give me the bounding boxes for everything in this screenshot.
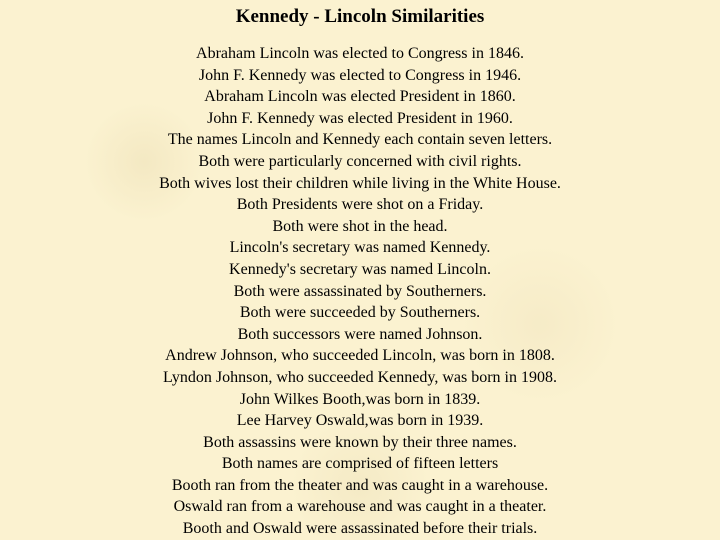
list-item: Lyndon Johnson, who succeeded Kennedy, was born in 1908.	[162, 368, 557, 386]
list-item: Kennedy's secretary was named Lincoln.	[229, 260, 491, 278]
list-item: Abraham Lincoln was elected President in 1860.	[204, 88, 516, 106]
list-item: John F. Kennedy was elected to Congress in 1946.	[198, 66, 522, 84]
list-item: Both were particularly concerned with civil rights.	[198, 152, 522, 170]
list-item: Andrew Johnson, who succeeded Lincoln, was born in 1808.	[165, 347, 555, 365]
list-item: John F. Kennedy was elected President in 1960.	[207, 109, 513, 127]
list-item: Oswald ran from a warehouse and was caught in a theater.	[173, 498, 547, 516]
list-item: Booth ran from the theater and was caught in a warehouse.	[171, 476, 549, 494]
list-item: Booth and Oswald were assassinated before their trials.	[182, 520, 538, 538]
list-item: The names Lincoln and Kennedy each contain seven letters.	[167, 131, 553, 149]
list-item: John Wilkes Booth,was born in 1839.	[239, 390, 481, 408]
list-item: Lee Harvey Oswald,was born in 1939.	[236, 412, 484, 430]
slide-title: Kennedy - Lincoln Similarities	[235, 6, 485, 27]
list-item: Both names are comprised of fifteen letters	[221, 455, 499, 473]
list-item: Both Presidents were shot on a Friday.	[236, 196, 484, 214]
list-item: Both assassins were known by their three names.	[203, 433, 517, 451]
list-item: Both successors were named Johnson.	[237, 325, 483, 343]
list-item: Both were succeeded by Southerners.	[239, 304, 481, 322]
list-item: Lincoln's secretary was named Kennedy.	[229, 239, 491, 257]
list-item: Both wives lost their children while living in the White House.	[159, 174, 561, 192]
similarities-list	[0, 43, 720, 540]
list-item: Both were assassinated by Southerners.	[233, 282, 487, 300]
list-item: Abraham Lincoln was elected to Congress in 1846.	[196, 45, 524, 62]
list-item: Both were shot in the head.	[272, 217, 448, 235]
